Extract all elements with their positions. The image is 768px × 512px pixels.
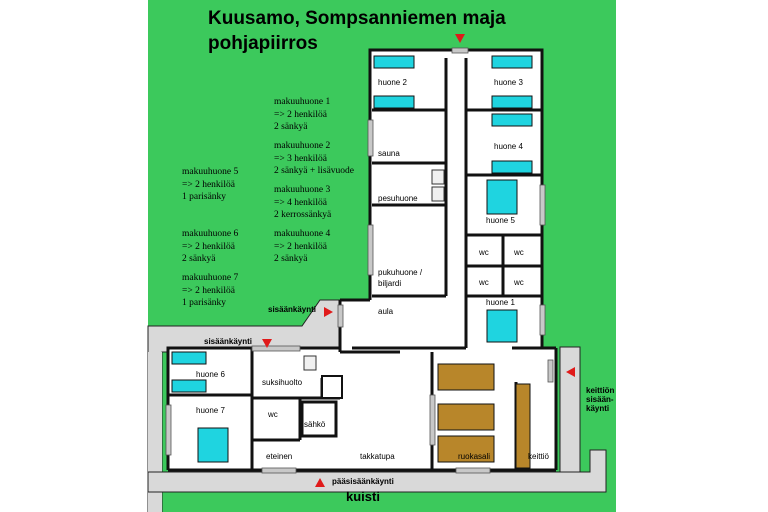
label-entrance-aula: sisäänkäynti bbox=[268, 305, 317, 314]
note-bedroom-2: makuuhuone 2 => 3 henkilöä 2 sänkyä + lisävuode bbox=[274, 141, 355, 176]
room-huone-7: huone 7 bbox=[196, 406, 225, 415]
room-eteinen: eteinen bbox=[266, 452, 293, 461]
note-bedroom-6: makuuhuone 6 => 2 henkilöä 2 sänkyä bbox=[182, 229, 239, 264]
label-main-entrance: pääsisäänkäynti bbox=[332, 477, 394, 486]
room-pesuhuone: pesuhuone bbox=[378, 194, 418, 203]
room-sauna: sauna bbox=[378, 149, 400, 158]
paved-kitchen-entry bbox=[560, 347, 580, 472]
room-huone-5: huone 5 bbox=[486, 216, 515, 225]
room-huone-3: huone 3 bbox=[494, 78, 523, 87]
room-wc-4: wc bbox=[514, 278, 524, 287]
note-bedroom-3: makuuhuone 3 => 4 henkilöä 2 kerrossänkyä bbox=[274, 185, 332, 220]
room-takkatupa: takkatupa bbox=[360, 452, 395, 461]
note-bedroom-5: makuuhuone 5 => 2 henkilöä 1 parisänky bbox=[182, 167, 239, 202]
room-aula: aula bbox=[378, 307, 394, 316]
page-title: Kuusamo, Sompsanniemen maja bbox=[208, 8, 506, 29]
note-bedroom-1: makuuhuone 1 => 2 henkilöä 2 sänkyä bbox=[274, 97, 331, 132]
page-subtitle: pohjapiirros bbox=[208, 33, 318, 54]
room-wc-1: wc bbox=[479, 248, 489, 257]
room-sahko: sähkö bbox=[304, 420, 326, 429]
room-wc-3: wc bbox=[479, 278, 489, 287]
label-kuisti: kuisti bbox=[346, 489, 380, 504]
note-bedroom-4: makuuhuone 4 => 2 henkilöä 2 sänkyä bbox=[274, 229, 331, 264]
room-ruokasali: ruokasali bbox=[458, 452, 491, 461]
label-entrance-west: sisäänkäynti bbox=[204, 337, 253, 346]
room-wc-2: wc bbox=[514, 248, 524, 257]
room-biljardi: biljardi bbox=[378, 279, 402, 288]
room-keittio: keittiö bbox=[528, 452, 549, 461]
room-huone-4: huone 4 bbox=[494, 142, 523, 151]
room-huone-1: huone 1 bbox=[486, 298, 515, 307]
label-kitchen-entrance: keittiön sisään- käynti bbox=[586, 386, 615, 413]
room-huone-2: huone 2 bbox=[378, 78, 407, 87]
room-pukuhuone: pukuhuone / bbox=[378, 268, 423, 277]
note-bedroom-7: makuuhuone 7 => 2 henkilöä 1 parisänky bbox=[182, 273, 239, 308]
room-wc-5: wc bbox=[268, 410, 278, 419]
room-huone-6: huone 6 bbox=[196, 370, 225, 379]
fireplace bbox=[322, 376, 342, 398]
room-suksihuolto: suksihuolto bbox=[262, 378, 303, 387]
